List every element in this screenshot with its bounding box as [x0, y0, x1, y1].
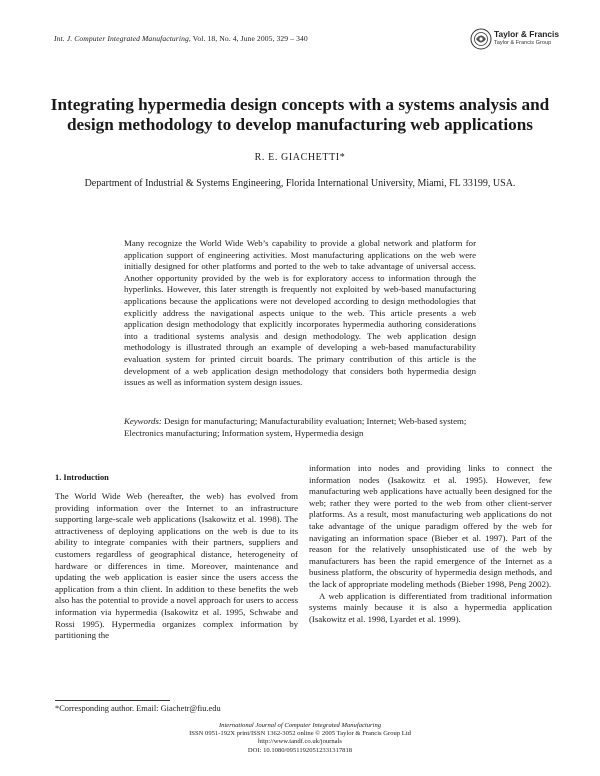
right-column — [309, 463, 552, 625]
keywords-label: Keywords: — [124, 416, 162, 426]
article-title: Integrating hypermedia design concepts with a systems analysis and design methodology to develop manufacturing web applications — [50, 95, 550, 134]
journal-reference — [54, 34, 308, 43]
section-heading: 1. Introduction — [55, 473, 109, 482]
journal-name: Int. J. Computer Integrated Manufacturing — [54, 34, 189, 43]
paragraph: information into nodes and providing links to connect the information nodes (Isakowitz et al. 1995). However, few manufacturing web applications have actually been designed for the web; rather they were ported to the web from other client-server platforms. As a result, most manufacturing web applications do not take advantage of the unique paradigm offered by the web for navigating an information space (Bieber et al. 1997). Part of the reason for the relatively unsophisticated use of the web by manufacturers has been the rapid emergence of the Internet as a business platform, the obscurity of hypermedia design methods, and the lack of appropriate modeling methods (Bieber 1998, Peng 2002). — [309, 463, 552, 589]
keywords-list: Design for manufacturing; Manufacturability evaluation; Internet; Web-based system; Electronics manufacturing; Information system, Hypermedia design — [124, 416, 467, 438]
publisher-logo — [470, 26, 560, 52]
keywords — [124, 416, 476, 439]
journal-volume-pages: , Vol. 18, No. 4, June 2005, 329 – 340 — [188, 34, 308, 43]
publisher-name: Taylor & Francis — [494, 29, 560, 39]
affiliation: Department of Industrial & Systems Engineering, Florida International University, Miami, FL 33199, USA. — [84, 178, 516, 189]
author: R. E. GIACHETTI* — [254, 152, 346, 163]
publication-info — [0, 722, 600, 755]
publication-url[interactable]: http://www.tandf.co.uk/journals — [258, 738, 342, 746]
publication-issn: ISSN 0951-192X print/ISSN 1362-3052 online © 2005 Taylor & Francis Group Ltd — [189, 730, 411, 738]
paragraph: The World Wide Web (hereafter, the web) has evolved from providing information over the Internet to an infrastructure supporting large-scale web applications (Isakowitz et al. 1998). The attractiveness of deploying applications on the web is due to its ability to integrate companies with their partners, suppliers and customers regardless of geographical distance, heterogeneity of hardware or differences in time. Moreover, maintenance and updating the web application is easier since the users access the application from a thin client. In addition to these benefits the web also has the potential to provide a novel approach for users to access information via hypermedia (Isakowitz et al. 1995, Schwabe and Rossi 1995). Hypermedia organizes complex information by partitioning the — [55, 491, 298, 641]
footnote: *Corresponding author. Email: Giachetr@fiu.edu — [55, 704, 221, 713]
publisher-logo-icon — [470, 28, 492, 50]
publisher-group: Taylor & Francis Group — [494, 40, 552, 46]
publication-journal: International Journal of Computer Integrated Manufacturing — [218, 722, 382, 729]
paragraph: A web application is differentiated from traditional information systems mainly because it is also a hypermedia application (Isakowitz et al. 1998, Lyardet et al. 1999). — [309, 590, 552, 624]
footnote-divider — [55, 700, 170, 701]
left-column — [55, 474, 298, 642]
abstract: Many recognize the World Wide Web’s capability to provide a global network and platform for application support of engineering activities. Most manufacturing applications on the web were initially designed for other platforms and ported to the web to take advantage of universal access. Another opportunity provided by the web is for exploratory access to information through the hyperlinks. However, this later strength is frequently not exploited by web-based manufacturing applications because the applications were not developed according to design methodologies that explicitly address the navigational aspects unique to the web. This article presents a web application design methodology that explicitly incorporates hypermedia authoring considerations into a traditional systems analysis and design methodology. The web application design methodology is illustrated through an example of developing a web-based manufacturability evaluation system for printed circuit boards. The primary contribution of this article is the development of a web application design methodology that considers both hypermedia design issues as well as information system design issues. — [124, 238, 476, 388]
publication-doi: DOI: 10.1080/09511920512331317818 — [247, 746, 353, 754]
